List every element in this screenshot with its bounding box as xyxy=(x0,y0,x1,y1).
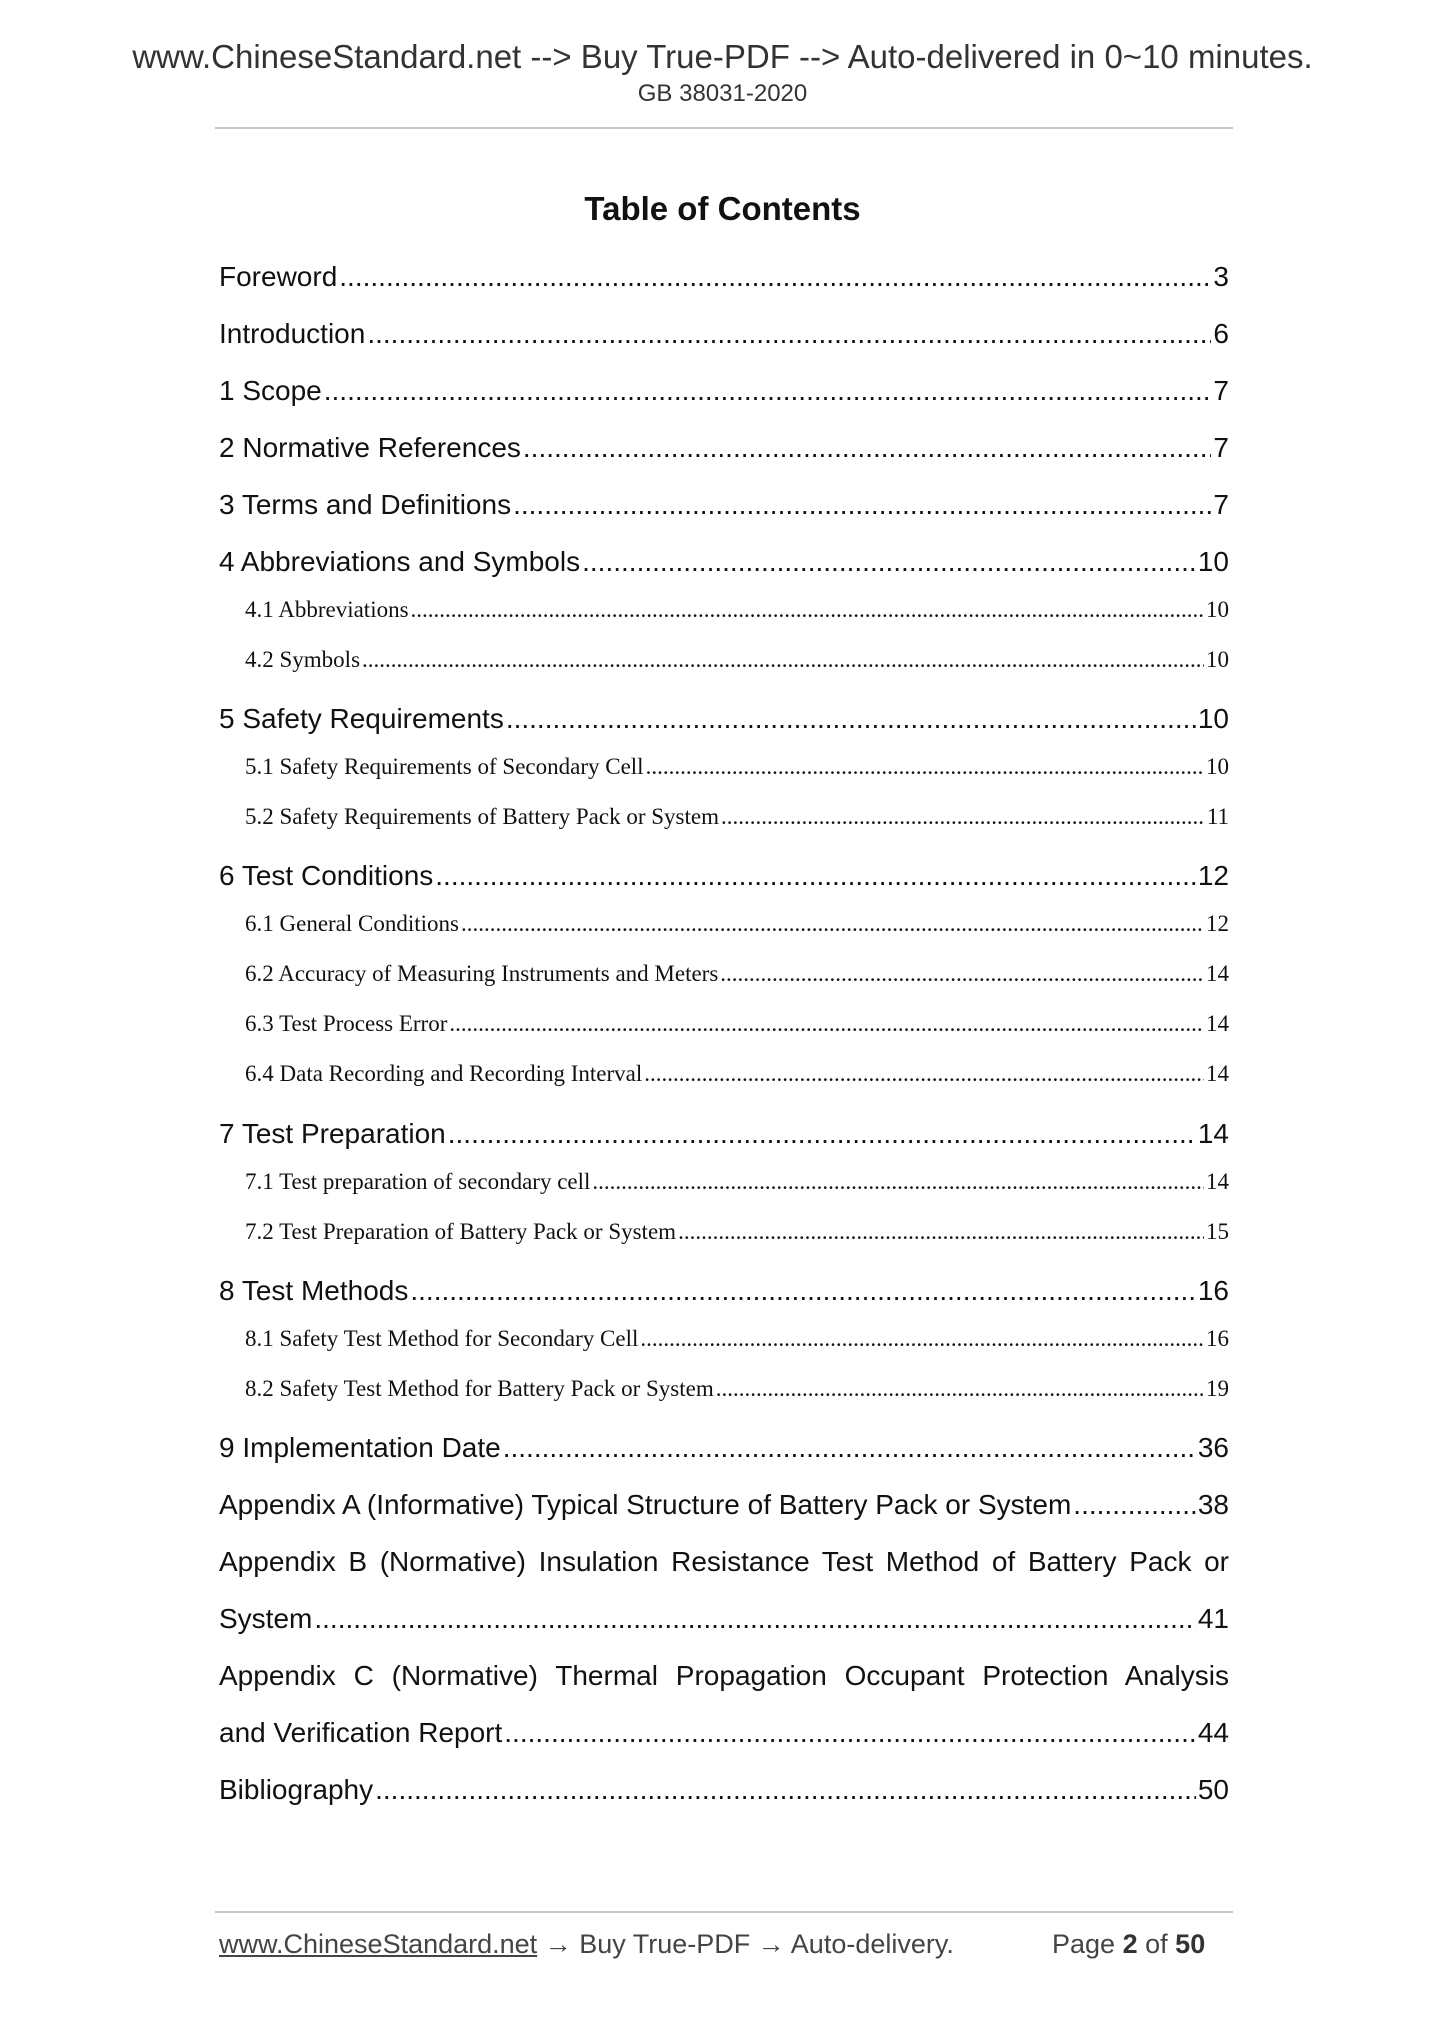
header-divider xyxy=(215,127,1233,129)
toc-entry-introduction[interactable]: Introduction ..... 6 xyxy=(219,318,1229,350)
toc-entry-7-2[interactable]: 7.2 Test Preparation of Battery Pack or System ..... 15 xyxy=(245,1219,1229,1245)
footer-site-link[interactable]: www.ChineseStandard.net xyxy=(219,1929,538,1959)
toc-entry-test-preparation[interactable]: 7 Test Preparation ..... 14 xyxy=(219,1118,1229,1150)
toc-entry-terms-definitions[interactable]: 3 Terms and Definitions ..... 7 xyxy=(219,489,1229,521)
toc-entry-test-methods[interactable]: 8 Test Methods ..... 16 xyxy=(219,1275,1229,1307)
page-total: 50 xyxy=(1175,1929,1206,1959)
footer-left xyxy=(219,1929,954,1960)
footer-divider xyxy=(215,1911,1233,1913)
toc-entry-appendix-a[interactable]: Appendix A (Informative) Typical Structure of Battery Pack or System ..... 38 xyxy=(219,1489,1229,1521)
toc-entry-8-2[interactable]: 8.2 Safety Test Method for Battery Pack or System ..... 19 xyxy=(245,1376,1229,1402)
arrow-right-icon: → xyxy=(544,1929,572,1959)
toc-entry-4-2[interactable]: 4.2 Symbols ..... 10 xyxy=(245,647,1229,673)
toc-entry-appendix-c[interactable]: and Verification Report ..... 44 xyxy=(219,1717,1229,1749)
toc-entry-5-1[interactable]: 5.1 Safety Requirements of Secondary Cell ..... 10 xyxy=(245,754,1229,780)
toc-entry-6-1[interactable]: 6.1 General Conditions ..... 12 xyxy=(245,911,1229,937)
toc-entry-implementation-date[interactable]: 9 Implementation Date ..... 36 xyxy=(219,1432,1229,1464)
page-number: 2 xyxy=(1122,1929,1138,1959)
toc-entry-4-1[interactable]: 4.1 Abbreviations ..... 10 xyxy=(245,597,1229,623)
footer-delivery-text: Auto-delivery. xyxy=(790,1929,954,1959)
toc-entry-safety-requirements[interactable]: 5 Safety Requirements ..... 10 xyxy=(219,703,1229,735)
toc-entry-scope[interactable]: 1 Scope ..... 7 xyxy=(219,375,1229,407)
toc-entry-foreword[interactable]: Foreword ..... 3 xyxy=(219,261,1229,293)
toc-title: Table of Contents xyxy=(584,190,861,227)
toc-entry-bibliography[interactable]: Bibliography ..... 50 xyxy=(219,1774,1229,1806)
toc-entry-5-2[interactable]: 5.2 Safety Requirements of Battery Pack or System ..... 11 xyxy=(245,804,1229,830)
page-indicator xyxy=(1052,1929,1205,1960)
toc-entry-appendix-c-line1[interactable]: Appendix C (Normative) Thermal Propagation Occupant Protection Analysis xyxy=(219,1660,1229,1691)
toc-entry-6-4[interactable]: 6.4 Data Recording and Recording Interval ..... 14 xyxy=(245,1061,1229,1087)
toc-entry-8-1[interactable]: 8.1 Safety Test Method for Secondary Cell ..... 16 xyxy=(245,1326,1229,1352)
header-doc-id: GB 38031-2020 xyxy=(637,80,808,107)
header-banner: www.ChineseStandard.net --> Buy True-PDF --> Auto-delivered in 0~10 minutes. xyxy=(132,38,1313,75)
toc-entry-6-3[interactable]: 6.3 Test Process Error ..... 14 xyxy=(245,1011,1229,1037)
page-word: Page xyxy=(1052,1929,1116,1959)
footer-buy-text: Buy True-PDF xyxy=(579,1929,751,1959)
toc-entry-7-1[interactable]: 7.1 Test preparation of secondary cell ..... 14 xyxy=(245,1169,1229,1195)
toc-entry-normative-references[interactable]: 2 Normative References ..... 7 xyxy=(219,432,1229,464)
toc-entry-test-conditions[interactable]: 6 Test Conditions ..... 12 xyxy=(219,860,1229,892)
of-word: of xyxy=(1145,1929,1168,1959)
toc-entry-appendix-b[interactable]: System ..... 41 xyxy=(219,1603,1229,1635)
toc-entry-6-2[interactable]: 6.2 Accuracy of Measuring Instruments and Meters ..... 14 xyxy=(245,961,1229,987)
arrow-right-icon: → xyxy=(757,1929,785,1959)
toc-entry-appendix-b-line1[interactable]: Appendix B (Normative) Insulation Resistance Test Method of Battery Pack or xyxy=(219,1546,1229,1577)
toc-entry-abbreviations-symbols[interactable]: 4 Abbreviations and Symbols ..... 10 xyxy=(219,546,1229,578)
